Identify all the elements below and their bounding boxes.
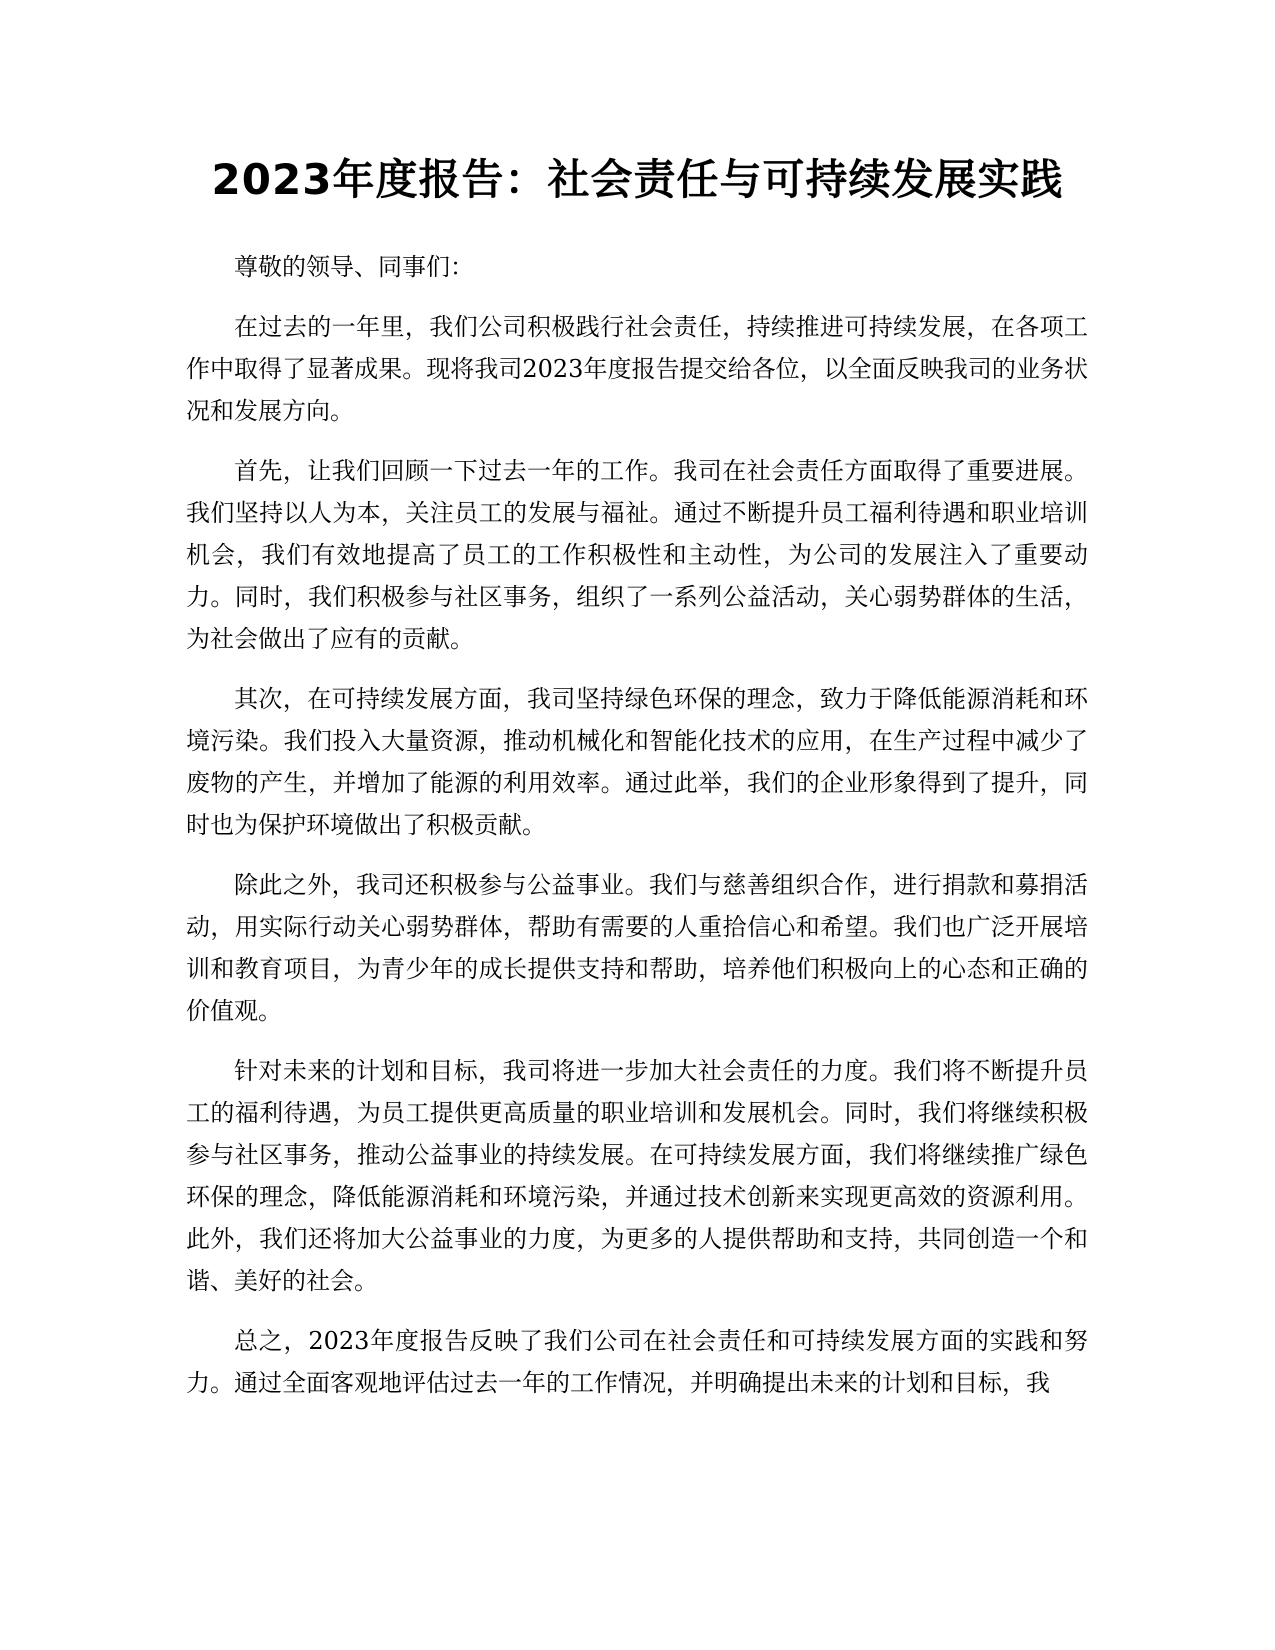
paragraph-intro: 在过去的一年里，我们公司积极践行社会责任，持续推进可持续发展，在各项工作中取得了显著成果。现将我司2023年度报告提交给各位，以全面反映我司的业务状况和发展方向。 xyxy=(186,313,1088,425)
paragraph-review: 首先，让我们回顾一下过去一年的工作。我司在社会责任方面取得了重要进展。我们坚持以人为本，关注员工的发展与福祉。通过不断提升员工福利待遇和职业培训机会，我们有效地提高了员工的工作积极性和主动性，为公司的发展注入了重要动力。同时，我们积极参与社区事务，组织了一系列公益活动，关心弱势群体的生活，为社会做出了应有的贡献。 xyxy=(186,457,1088,653)
paragraph-charity: 除此之外，我司还积极参与公益事业。我们与慈善组织合作，进行捐款和募捐活动，用实际行动关心弱势群体，帮助有需要的人重拾信心和希望。我们也广泛开展培训和教育项目，为青少年的成长提供支持和帮助，培养他们积极向上的心态和正确的价值观。 xyxy=(186,871,1088,1025)
paragraph-conclusion: 总之，2023年度报告反映了我们公司在社会责任和可持续发展方面的实践和努力。通过全面客观地评估过去一年的工作情况，并明确提出未来的计划和目标，我 xyxy=(186,1327,1088,1397)
salutation: 尊敬的领导、同事们： xyxy=(234,253,474,281)
document-title: 2023年度报告：社会责任与可持续发展实践 xyxy=(211,155,1064,204)
paragraph-future-plans: 针对未来的计划和目标，我司将进一步加大社会责任的力度。我们将不断提升员工的福利待遇，为员工提供更高质量的职业培训和发展机会。同时，我们将继续积极参与社区事务，推动公益事业的持续发展。在可持续发展方面，我们将继续推广绿色环保的理念，降低能源消耗和环境污染，并通过技术创新来实现更高效的资源利用。此外，我们还将加大公益事业的力度，为更多的人提供帮助和支持，共同创造一个和谐、美好的社会。 xyxy=(186,1057,1088,1295)
document-body xyxy=(186,246,1088,1422)
paragraph-sustainability: 其次，在可持续发展方面，我司坚持绿色环保的理念，致力于降低能源消耗和环境污染。我们投入大量资源，推动机械化和智能化技术的应用，在生产过程中减少了废物的产生，并增加了能源的利用效率。通过此举，我们的企业形象得到了提升，同时也为保护环境做出了积极贡献。 xyxy=(186,685,1088,839)
